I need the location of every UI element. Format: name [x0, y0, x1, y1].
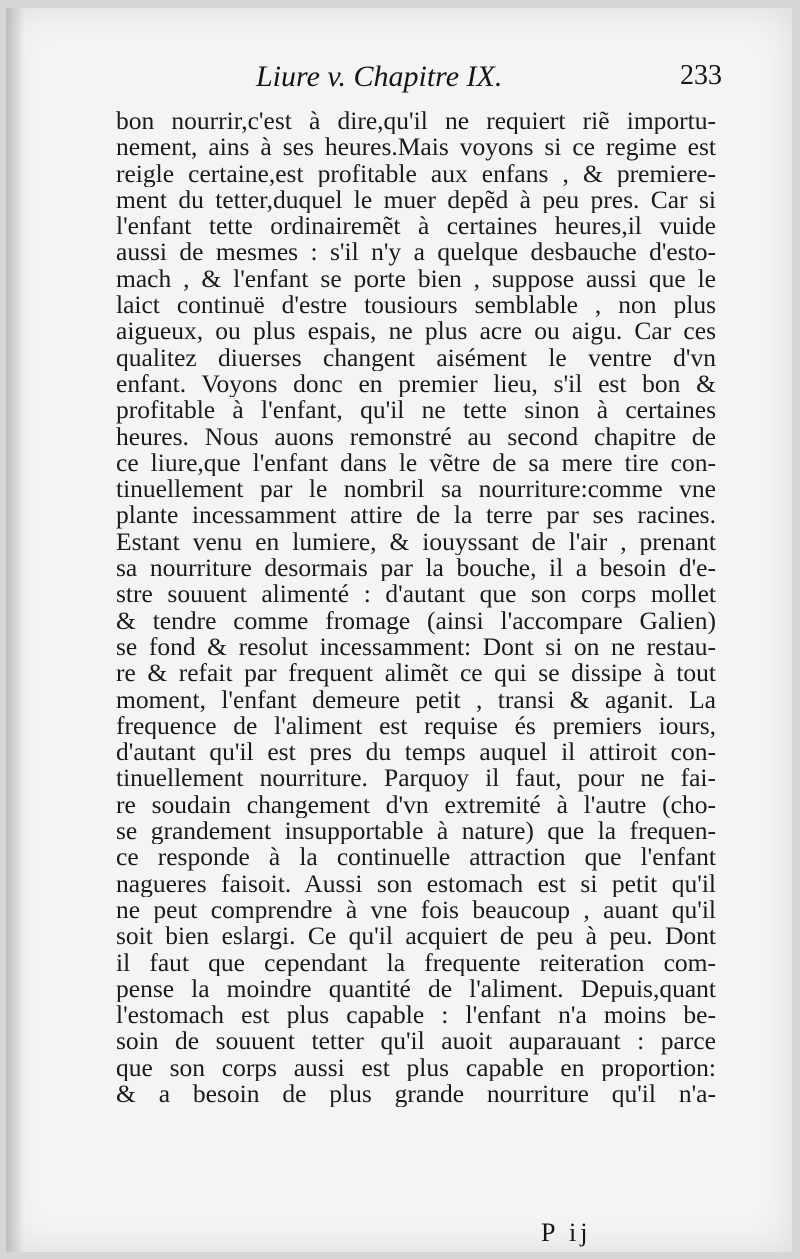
text-line: qualitez diuerses changent aisément le ventre d'vn [116, 344, 716, 371]
text-line: heures. Nous auons remonstré au second chapitre de [116, 423, 716, 450]
text-line: mach , & l'enfant se porte bien , suppose aussi que le [116, 265, 716, 293]
text-line: l'estomach est plus capable : l'enfant n'a moins be- [116, 1002, 716, 1029]
text-line: moment, l'enfant demeure petit , transi & aganit. La [116, 686, 716, 713]
body-text [116, 108, 716, 1107]
text-line: ce liure,que l'enfant dans le vẽtre de sa mere tire con- [116, 449, 716, 477]
text-line: se fond & resolut incessamment: Dont si on ne restau- [116, 633, 716, 661]
book-page [6, 8, 792, 1252]
text-line: ne peut comprendre à vne fois beaucoup , auant qu'il [116, 896, 716, 924]
text-line: aussi de mesmes : s'il n'y a quelque desbauche d'esto- [116, 239, 716, 266]
text-line: nement, ains à ses heures.Mais voyons si ce regime est [116, 134, 716, 161]
text-line: sa nourriture desormais par la bouche, il a besoin d'e- [116, 555, 716, 582]
text-line: stre souuent alimenté : d'autant que son corps mollet [116, 581, 716, 608]
text-line: frequence de l'aliment est requise és premiers iours, [116, 712, 716, 740]
text-line: & tendre comme fromage (ainsi l'accompare Galien) [116, 607, 716, 634]
text-line: il faut que cependant la frequente reiteration com- [116, 949, 716, 976]
text-line: se grandement insupportable à nature) que la frequen- [116, 818, 716, 845]
text-line: pense la moindre quantité de l'aliment. Depuis,quant [116, 975, 716, 1003]
text-line: l'enfant tette ordinairemẽt à certaines heures,il vuide [116, 213, 716, 240]
text-line: re & refait par frequent alimẽt ce qui se dissipe à tout [116, 660, 716, 687]
page-gutter-shadow [6, 8, 24, 1252]
page-number: 233 [680, 60, 722, 91]
text-line: ment du tetter,duquel le muer depẽd à peu pres. Car si [116, 186, 716, 214]
text-line: Estant venu en lumiere, & iouyssant de l'air , prenant [116, 528, 716, 556]
text-line: ce responde à la continuelle attraction que l'enfant [116, 844, 716, 871]
text-line: que son corps aussi est plus capable en proportion: [116, 1054, 716, 1081]
text-line: plante incessamment attire de la terre par ses racines. [116, 502, 716, 529]
text-line: bon nourrir,c'est à dire,qu'il ne requiert riẽ importu- [116, 108, 716, 135]
text-line: tinuellement par le nombril sa nourriture:comme vne [116, 476, 716, 503]
text-line: enfant. Voyons donc en premier lieu, s'il est bon & [116, 370, 716, 398]
text-line: reigle certaine,est profitable aux enfans , & premiere- [116, 160, 716, 187]
text-line: aigueux, ou plus espais, ne plus acre ou aigu. Car ces [116, 318, 716, 345]
signature-mark: P ij [541, 1218, 592, 1247]
text-line: laict continuë d'estre tousiours semblable , non plus [116, 292, 716, 319]
text-line: tinuellement nourriture. Parquoy il faut, pour ne fai- [116, 765, 716, 792]
text-line: re soudain changement d'vn extremité à l'autre (cho- [116, 791, 716, 819]
text-line: soit bien eslargi. Ce qu'il acquiert de peu à peu. Dont [116, 923, 716, 950]
text-line: d'autant qu'il est pres du temps auquel il attiroit con- [116, 739, 716, 766]
text-line: nagueres faisoit. Aussi son estomach est si petit qu'il [116, 870, 716, 897]
text-line: profitable à l'enfant, qu'il ne tette sinon à certaines [116, 397, 716, 424]
running-head: Liure v. Chapitre IX. [256, 60, 503, 93]
text-line: soin de souuent tetter qu'il auoit auparauant : parce [116, 1028, 716, 1055]
text-line: & a besoin de plus grande nourriture qu'il n'a- [116, 1080, 716, 1108]
page-header [116, 60, 722, 100]
